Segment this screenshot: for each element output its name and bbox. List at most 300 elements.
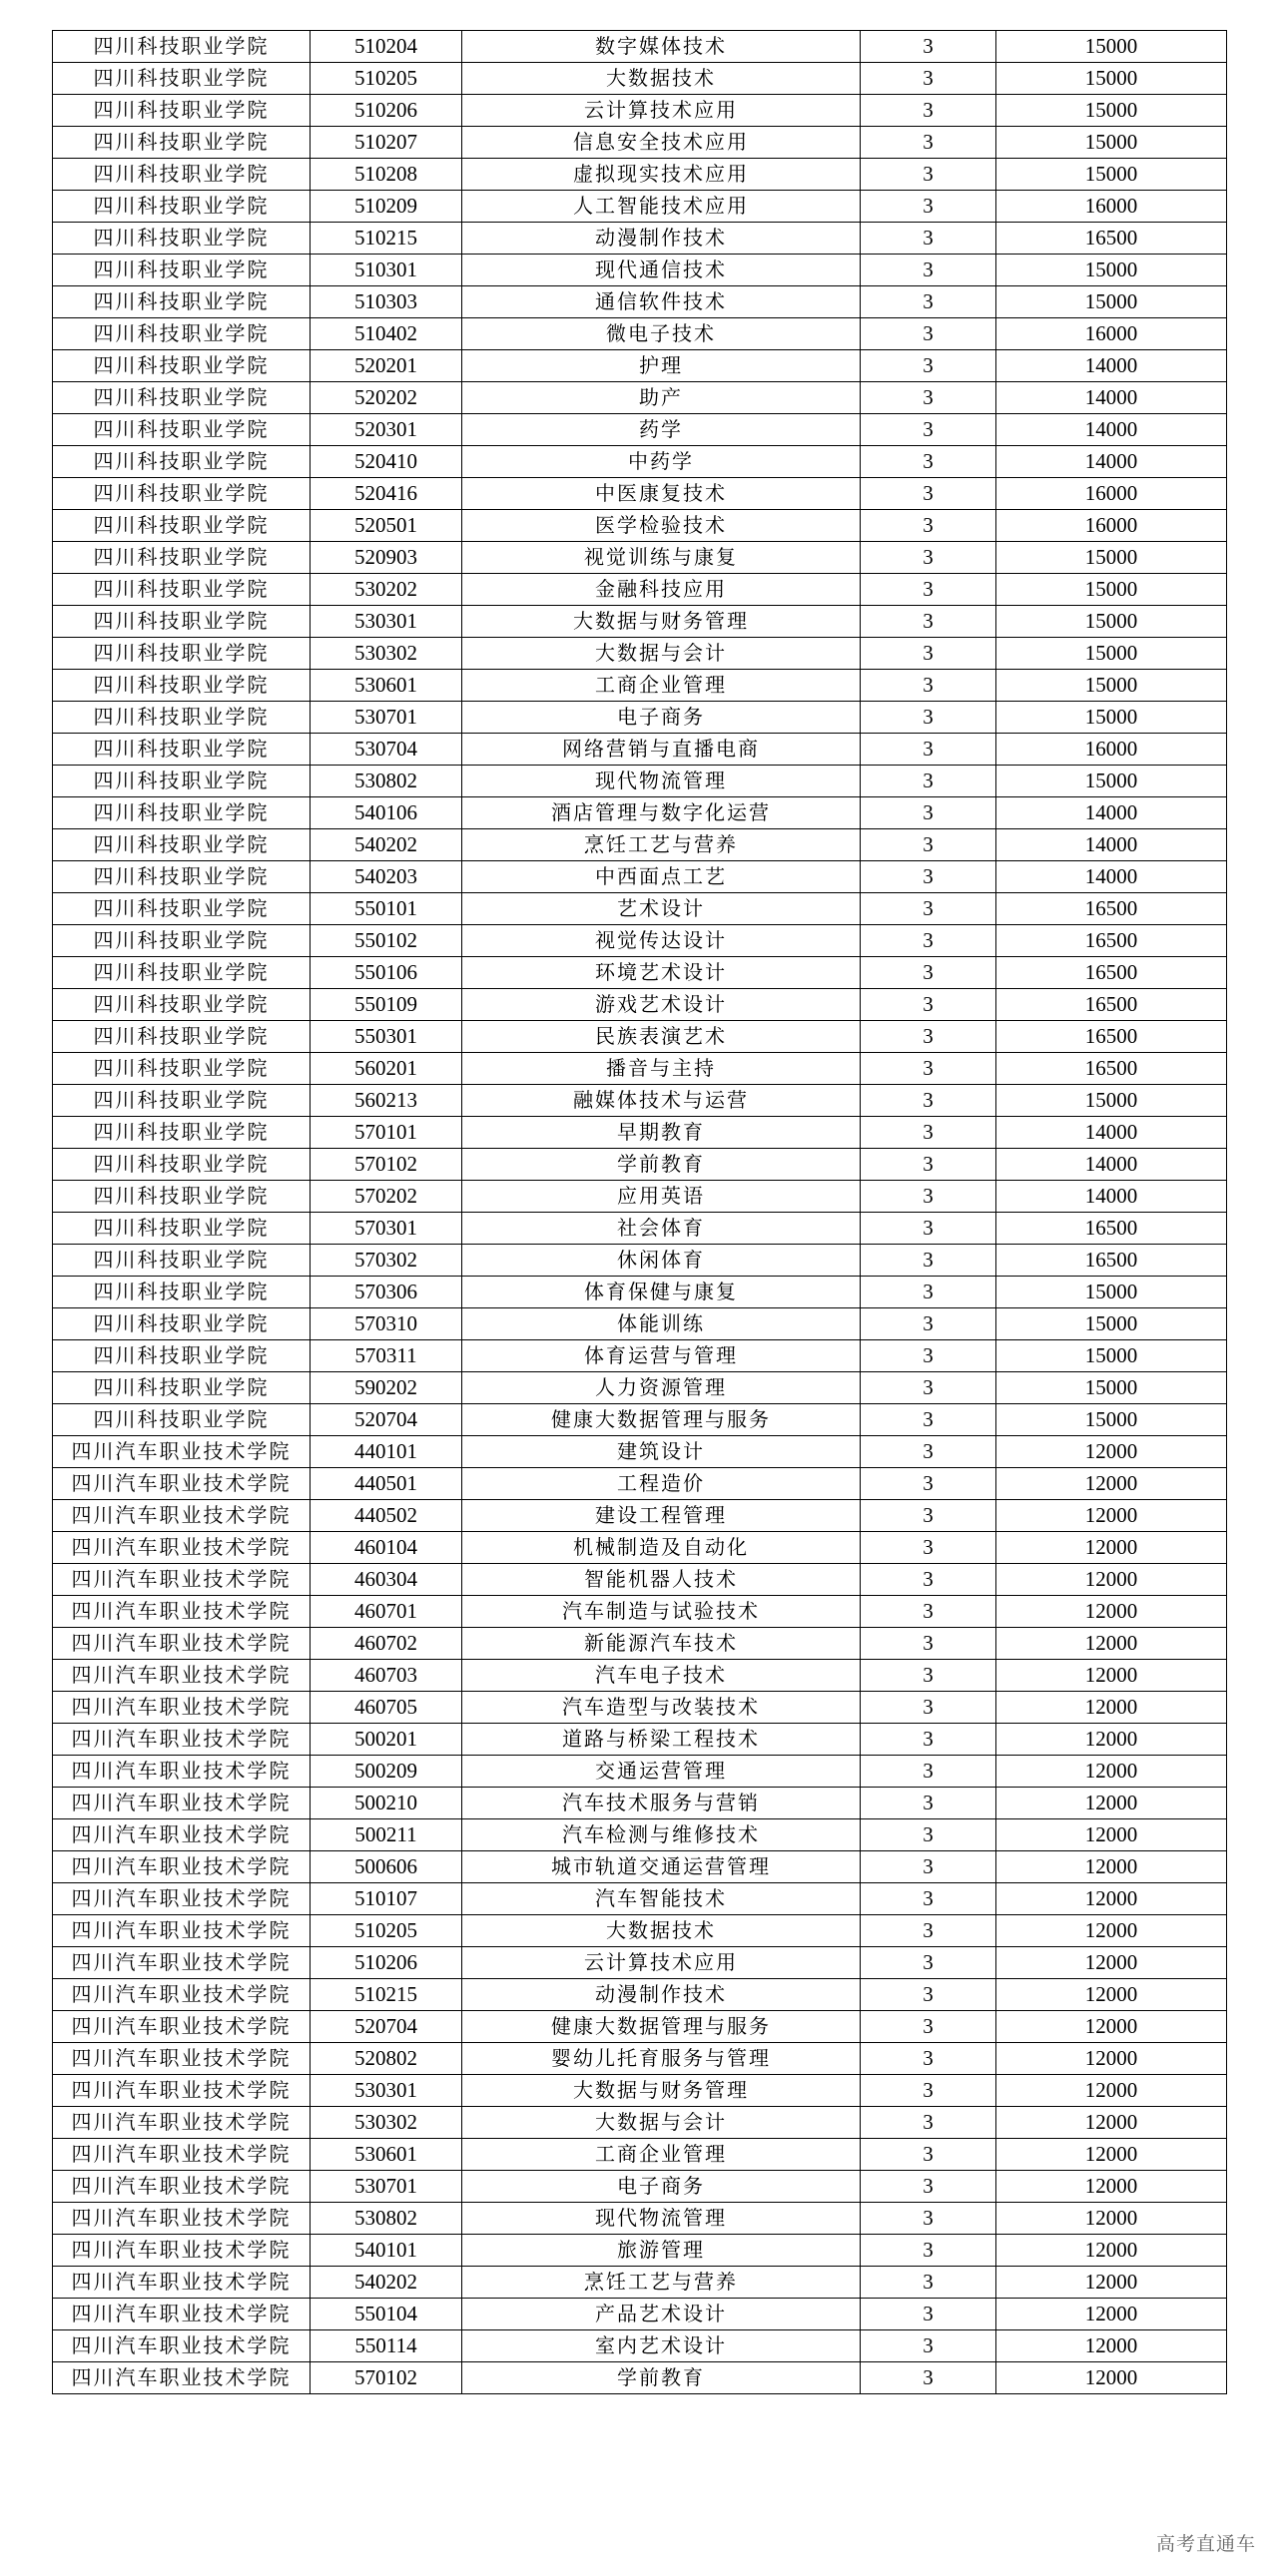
major-code-cell: 520301 — [311, 414, 462, 446]
duration-cell: 3 — [861, 2075, 996, 2107]
duration-cell: 3 — [861, 382, 996, 414]
tuition-fee-cell: 15000 — [996, 127, 1227, 159]
duration-cell: 3 — [861, 925, 996, 957]
major-code-cell: 590202 — [311, 1372, 462, 1404]
tuition-fee-cell: 14000 — [996, 446, 1227, 478]
duration-cell: 3 — [861, 255, 996, 286]
table-row — [53, 1340, 1227, 1372]
table-row — [53, 1245, 1227, 1277]
major-name-cell: 室内艺术设计 — [462, 2330, 861, 2362]
tuition-fee-cell: 15000 — [996, 1085, 1227, 1117]
major-name-cell: 汽车电子技术 — [462, 1660, 861, 1692]
major-name-cell: 汽车制造与试验技术 — [462, 1596, 861, 1628]
school-name-cell: 四川科技职业学院 — [53, 446, 311, 478]
school-name-cell: 四川汽车职业技术学院 — [53, 2139, 311, 2171]
major-name-cell: 通信软件技术 — [462, 286, 861, 318]
school-name-cell: 四川汽车职业技术学院 — [53, 1724, 311, 1756]
table-row — [53, 1404, 1227, 1436]
tuition-fee-cell: 15000 — [996, 766, 1227, 797]
duration-cell: 3 — [861, 95, 996, 127]
school-name-cell: 四川科技职业学院 — [53, 1085, 311, 1117]
tuition-fee-cell: 14000 — [996, 414, 1227, 446]
tuition-fee-cell: 16500 — [996, 1213, 1227, 1245]
major-name-cell: 婴幼儿托育服务与管理 — [462, 2043, 861, 2075]
school-name-cell: 四川汽车职业技术学院 — [53, 2362, 311, 2394]
major-code-cell: 560213 — [311, 1085, 462, 1117]
duration-cell: 3 — [861, 478, 996, 510]
major-code-cell: 500210 — [311, 1788, 462, 1819]
school-name-cell: 四川科技职业学院 — [53, 734, 311, 766]
school-name-cell: 四川科技职业学院 — [53, 893, 311, 925]
tuition-fee-cell: 12000 — [996, 1788, 1227, 1819]
major-name-cell: 现代物流管理 — [462, 766, 861, 797]
school-name-cell: 四川科技职业学院 — [53, 510, 311, 542]
major-name-cell: 中药学 — [462, 446, 861, 478]
table-row — [53, 2235, 1227, 2267]
major-code-cell: 570102 — [311, 1149, 462, 1181]
duration-cell: 3 — [861, 670, 996, 702]
duration-cell: 3 — [861, 1660, 996, 1692]
table-row — [53, 95, 1227, 127]
major-code-cell: 550106 — [311, 957, 462, 989]
major-code-cell: 510205 — [311, 63, 462, 95]
tuition-fee-cell: 12000 — [996, 1468, 1227, 1500]
major-code-cell: 550101 — [311, 893, 462, 925]
table-row — [53, 1692, 1227, 1724]
school-name-cell: 四川汽车职业技术学院 — [53, 1979, 311, 2011]
school-name-cell: 四川汽车职业技术学院 — [53, 1756, 311, 1788]
major-name-cell: 信息安全技术应用 — [462, 127, 861, 159]
major-code-cell: 550114 — [311, 2330, 462, 2362]
duration-cell: 3 — [861, 989, 996, 1021]
tuition-fee-cell: 15000 — [996, 1308, 1227, 1340]
school-name-cell: 四川汽车职业技术学院 — [53, 1500, 311, 1532]
major-name-cell: 机械制造及自动化 — [462, 1532, 861, 1564]
school-name-cell: 四川科技职业学院 — [53, 350, 311, 382]
duration-cell: 3 — [861, 1532, 996, 1564]
major-name-cell: 大数据与财务管理 — [462, 2075, 861, 2107]
school-name-cell: 四川科技职业学院 — [53, 1245, 311, 1277]
table-row — [53, 2171, 1227, 2203]
duration-cell: 3 — [861, 1468, 996, 1500]
school-name-cell: 四川汽车职业技术学院 — [53, 1660, 311, 1692]
major-code-cell: 510402 — [311, 318, 462, 350]
tuition-fee-cell: 12000 — [996, 2171, 1227, 2203]
major-name-cell: 游戏艺术设计 — [462, 989, 861, 1021]
tuition-fee-cell: 14000 — [996, 1117, 1227, 1149]
major-name-cell: 汽车技术服务与营销 — [462, 1788, 861, 1819]
table-row — [53, 797, 1227, 829]
major-code-cell: 510107 — [311, 1883, 462, 1915]
duration-cell: 3 — [861, 1851, 996, 1883]
school-name-cell: 四川汽车职业技术学院 — [53, 2107, 311, 2139]
major-code-cell: 540202 — [311, 829, 462, 861]
major-code-cell: 510209 — [311, 191, 462, 223]
tuition-fee-cell: 14000 — [996, 1149, 1227, 1181]
school-name-cell: 四川科技职业学院 — [53, 1277, 311, 1308]
duration-cell: 3 — [861, 606, 996, 638]
duration-cell: 3 — [861, 1596, 996, 1628]
major-code-cell: 530302 — [311, 638, 462, 670]
school-name-cell: 四川汽车职业技术学院 — [53, 1436, 311, 1468]
table-row — [53, 925, 1227, 957]
duration-cell: 3 — [861, 638, 996, 670]
tuition-fee-cell: 12000 — [996, 1532, 1227, 1564]
school-name-cell: 四川汽车职业技术学院 — [53, 2330, 311, 2362]
duration-cell: 3 — [861, 1340, 996, 1372]
school-name-cell: 四川汽车职业技术学院 — [53, 1819, 311, 1851]
table-row — [53, 1149, 1227, 1181]
table-row — [53, 702, 1227, 734]
major-code-cell: 520202 — [311, 382, 462, 414]
table-row — [53, 606, 1227, 638]
major-name-cell: 现代物流管理 — [462, 2203, 861, 2235]
duration-cell: 3 — [861, 2267, 996, 2299]
table-row — [53, 1788, 1227, 1819]
school-name-cell: 四川科技职业学院 — [53, 127, 311, 159]
duration-cell: 3 — [861, 829, 996, 861]
major-code-cell: 500211 — [311, 1819, 462, 1851]
duration-cell: 3 — [861, 1692, 996, 1724]
major-code-cell: 520410 — [311, 446, 462, 478]
major-code-cell: 520201 — [311, 350, 462, 382]
major-code-cell: 560201 — [311, 1053, 462, 1085]
table-row — [53, 1851, 1227, 1883]
duration-cell: 3 — [861, 318, 996, 350]
school-name-cell: 四川汽车职业技术学院 — [53, 1564, 311, 1596]
school-name-cell: 四川汽车职业技术学院 — [53, 1468, 311, 1500]
table-row — [53, 1500, 1227, 1532]
tuition-fee-cell: 15000 — [996, 1404, 1227, 1436]
major-name-cell: 学前教育 — [462, 2362, 861, 2394]
school-name-cell: 四川汽车职业技术学院 — [53, 1692, 311, 1724]
school-name-cell: 四川汽车职业技术学院 — [53, 2075, 311, 2107]
tuition-fee-cell: 14000 — [996, 829, 1227, 861]
table-row — [53, 446, 1227, 478]
major-code-cell: 500209 — [311, 1756, 462, 1788]
school-name-cell: 四川科技职业学院 — [53, 223, 311, 255]
major-name-cell: 产品艺术设计 — [462, 2299, 861, 2330]
tuition-fee-cell: 12000 — [996, 2330, 1227, 2362]
major-name-cell: 动漫制作技术 — [462, 223, 861, 255]
table-row — [53, 2203, 1227, 2235]
duration-cell: 3 — [861, 2011, 996, 2043]
tuition-fee-cell: 16500 — [996, 989, 1227, 1021]
school-name-cell: 四川科技职业学院 — [53, 1404, 311, 1436]
major-code-cell: 530301 — [311, 2075, 462, 2107]
tuition-fee-cell: 14000 — [996, 350, 1227, 382]
duration-cell: 3 — [861, 31, 996, 63]
tuition-fee-cell: 12000 — [996, 1628, 1227, 1660]
major-code-cell: 520704 — [311, 2011, 462, 2043]
major-code-cell: 570202 — [311, 1181, 462, 1213]
major-code-cell: 510206 — [311, 95, 462, 127]
tuition-fee-cell: 12000 — [996, 1436, 1227, 1468]
tuition-fee-cell: 16500 — [996, 957, 1227, 989]
tuition-fee-cell: 14000 — [996, 797, 1227, 829]
major-code-cell: 460703 — [311, 1660, 462, 1692]
major-code-cell: 570301 — [311, 1213, 462, 1245]
duration-cell: 3 — [861, 127, 996, 159]
major-name-cell: 新能源汽车技术 — [462, 1628, 861, 1660]
school-name-cell: 四川汽车职业技术学院 — [53, 1788, 311, 1819]
duration-cell: 3 — [861, 2203, 996, 2235]
major-code-cell: 530601 — [311, 2139, 462, 2171]
school-name-cell: 四川科技职业学院 — [53, 1372, 311, 1404]
table-row — [53, 1660, 1227, 1692]
tuition-fee-cell: 15000 — [996, 255, 1227, 286]
table-row — [53, 734, 1227, 766]
duration-cell: 3 — [861, 861, 996, 893]
major-name-cell: 中西面点工艺 — [462, 861, 861, 893]
table-row — [53, 1213, 1227, 1245]
major-name-cell: 汽车造型与改装技术 — [462, 1692, 861, 1724]
table-row — [53, 861, 1227, 893]
major-code-cell: 540202 — [311, 2267, 462, 2299]
duration-cell: 3 — [861, 1756, 996, 1788]
duration-cell: 3 — [861, 766, 996, 797]
school-name-cell: 四川汽车职业技术学院 — [53, 1851, 311, 1883]
table-row — [53, 510, 1227, 542]
school-name-cell: 四川科技职业学院 — [53, 638, 311, 670]
duration-cell: 3 — [861, 734, 996, 766]
major-name-cell: 健康大数据管理与服务 — [462, 2011, 861, 2043]
duration-cell: 3 — [861, 286, 996, 318]
major-code-cell: 530302 — [311, 2107, 462, 2139]
school-name-cell: 四川汽车职业技术学院 — [53, 2267, 311, 2299]
table-row — [53, 382, 1227, 414]
major-name-cell: 虚拟现实技术应用 — [462, 159, 861, 191]
tuition-fee-cell: 12000 — [996, 2075, 1227, 2107]
tuition-fee-cell: 12000 — [996, 2362, 1227, 2394]
major-name-cell: 大数据与会计 — [462, 638, 861, 670]
major-code-cell: 520501 — [311, 510, 462, 542]
major-name-cell: 智能机器人技术 — [462, 1564, 861, 1596]
duration-cell: 3 — [861, 2043, 996, 2075]
tuition-fee-cell: 15000 — [996, 63, 1227, 95]
major-code-cell: 460702 — [311, 1628, 462, 1660]
tuition-fee-cell: 12000 — [996, 1660, 1227, 1692]
school-name-cell: 四川科技职业学院 — [53, 861, 311, 893]
major-name-cell: 早期教育 — [462, 1117, 861, 1149]
table-row — [53, 255, 1227, 286]
table-row — [53, 1628, 1227, 1660]
duration-cell: 3 — [861, 1436, 996, 1468]
school-name-cell: 四川汽车职业技术学院 — [53, 1628, 311, 1660]
major-name-cell: 护理 — [462, 350, 861, 382]
school-name-cell: 四川汽车职业技术学院 — [53, 2235, 311, 2267]
school-name-cell: 四川科技职业学院 — [53, 382, 311, 414]
tuition-fee-table — [52, 30, 1227, 2394]
duration-cell: 3 — [861, 63, 996, 95]
duration-cell: 3 — [861, 1277, 996, 1308]
major-name-cell: 视觉传达设计 — [462, 925, 861, 957]
duration-cell: 3 — [861, 191, 996, 223]
duration-cell: 3 — [861, 1724, 996, 1756]
major-name-cell: 建设工程管理 — [462, 1500, 861, 1532]
major-code-cell: 520416 — [311, 478, 462, 510]
table-row — [53, 1085, 1227, 1117]
duration-cell: 3 — [861, 1213, 996, 1245]
table-row — [53, 1117, 1227, 1149]
major-name-cell: 学前教育 — [462, 1149, 861, 1181]
major-code-cell: 460705 — [311, 1692, 462, 1724]
duration-cell: 3 — [861, 223, 996, 255]
tuition-fee-cell: 12000 — [996, 2139, 1227, 2171]
major-name-cell: 体能训练 — [462, 1308, 861, 1340]
major-code-cell: 440501 — [311, 1468, 462, 1500]
table-row — [53, 31, 1227, 63]
table-row — [53, 1883, 1227, 1915]
duration-cell: 3 — [861, 797, 996, 829]
major-name-cell: 大数据技术 — [462, 1915, 861, 1947]
table-row — [53, 574, 1227, 606]
duration-cell: 3 — [861, 574, 996, 606]
duration-cell: 3 — [861, 2171, 996, 2203]
major-code-cell: 530301 — [311, 606, 462, 638]
table-row — [53, 2267, 1227, 2299]
table-row — [53, 2043, 1227, 2075]
major-name-cell: 现代通信技术 — [462, 255, 861, 286]
tuition-fee-cell: 12000 — [996, 1883, 1227, 1915]
major-code-cell: 530802 — [311, 766, 462, 797]
major-name-cell: 健康大数据管理与服务 — [462, 1404, 861, 1436]
table-row — [53, 638, 1227, 670]
major-code-cell: 550109 — [311, 989, 462, 1021]
major-code-cell: 540106 — [311, 797, 462, 829]
duration-cell: 3 — [861, 1500, 996, 1532]
table-row — [53, 1436, 1227, 1468]
school-name-cell: 四川科技职业学院 — [53, 989, 311, 1021]
tuition-fee-cell: 12000 — [996, 1915, 1227, 1947]
school-name-cell: 四川科技职业学院 — [53, 191, 311, 223]
duration-cell: 3 — [861, 957, 996, 989]
major-name-cell: 交通运营管理 — [462, 1756, 861, 1788]
major-name-cell: 人工智能技术应用 — [462, 191, 861, 223]
school-name-cell: 四川科技职业学院 — [53, 1308, 311, 1340]
major-code-cell: 460104 — [311, 1532, 462, 1564]
school-name-cell: 四川科技职业学院 — [53, 1149, 311, 1181]
table-row — [53, 2330, 1227, 2362]
table-row — [53, 286, 1227, 318]
major-name-cell: 汽车检测与维修技术 — [462, 1819, 861, 1851]
tuition-fee-cell: 12000 — [996, 2011, 1227, 2043]
table-row — [53, 1053, 1227, 1085]
duration-cell: 3 — [861, 350, 996, 382]
major-name-cell: 体育运营与管理 — [462, 1340, 861, 1372]
tuition-fee-cell: 16000 — [996, 478, 1227, 510]
tuition-fee-cell: 12000 — [996, 2203, 1227, 2235]
school-name-cell: 四川科技职业学院 — [53, 95, 311, 127]
tuition-fee-cell: 14000 — [996, 1181, 1227, 1213]
school-name-cell: 四川科技职业学院 — [53, 1213, 311, 1245]
tuition-fee-table-body — [53, 31, 1227, 2394]
table-row — [53, 1947, 1227, 1979]
major-code-cell: 570302 — [311, 1245, 462, 1277]
major-code-cell: 550102 — [311, 925, 462, 957]
tuition-fee-cell: 16500 — [996, 1053, 1227, 1085]
table-row — [53, 2299, 1227, 2330]
major-code-cell: 540203 — [311, 861, 462, 893]
school-name-cell: 四川科技职业学院 — [53, 1053, 311, 1085]
school-name-cell: 四川汽车职业技术学院 — [53, 1596, 311, 1628]
school-name-cell: 四川汽车职业技术学院 — [53, 1883, 311, 1915]
school-name-cell: 四川科技职业学院 — [53, 574, 311, 606]
table-row — [53, 1979, 1227, 2011]
major-code-cell: 540101 — [311, 2235, 462, 2267]
table-row — [53, 2075, 1227, 2107]
table-row — [53, 1756, 1227, 1788]
tuition-fee-cell: 16500 — [996, 925, 1227, 957]
tuition-fee-cell: 16500 — [996, 223, 1227, 255]
major-code-cell: 520802 — [311, 2043, 462, 2075]
duration-cell: 3 — [861, 542, 996, 574]
tuition-fee-cell: 12000 — [996, 1596, 1227, 1628]
duration-cell: 3 — [861, 1404, 996, 1436]
tuition-fee-cell: 12000 — [996, 2299, 1227, 2330]
major-code-cell: 570306 — [311, 1277, 462, 1308]
major-name-cell: 电子商务 — [462, 2171, 861, 2203]
school-name-cell: 四川科技职业学院 — [53, 1181, 311, 1213]
school-name-cell: 四川科技职业学院 — [53, 286, 311, 318]
tuition-fee-cell: 12000 — [996, 2235, 1227, 2267]
major-code-cell: 510206 — [311, 1947, 462, 1979]
tuition-fee-cell: 15000 — [996, 95, 1227, 127]
major-code-cell: 500201 — [311, 1724, 462, 1756]
duration-cell: 3 — [861, 1085, 996, 1117]
table-row — [53, 2107, 1227, 2139]
tuition-fee-cell: 15000 — [996, 638, 1227, 670]
tuition-fee-cell: 12000 — [996, 1756, 1227, 1788]
major-name-cell: 应用英语 — [462, 1181, 861, 1213]
table-row — [53, 2362, 1227, 2394]
tuition-fee-cell: 16000 — [996, 318, 1227, 350]
major-name-cell: 人力资源管理 — [462, 1372, 861, 1404]
table-row — [53, 1564, 1227, 1596]
major-code-cell: 510207 — [311, 127, 462, 159]
school-name-cell: 四川科技职业学院 — [53, 31, 311, 63]
table-row — [53, 414, 1227, 446]
table-row — [53, 989, 1227, 1021]
tuition-fee-cell: 15000 — [996, 159, 1227, 191]
tuition-fee-cell: 15000 — [996, 31, 1227, 63]
major-code-cell: 460304 — [311, 1564, 462, 1596]
school-name-cell: 四川科技职业学院 — [53, 1117, 311, 1149]
table-row — [53, 829, 1227, 861]
duration-cell: 3 — [861, 1149, 996, 1181]
table-row — [53, 350, 1227, 382]
duration-cell: 3 — [861, 1628, 996, 1660]
tuition-fee-cell: 15000 — [996, 606, 1227, 638]
major-code-cell: 530202 — [311, 574, 462, 606]
duration-cell: 3 — [861, 1053, 996, 1085]
tuition-fee-cell: 16000 — [996, 734, 1227, 766]
table-row — [53, 1372, 1227, 1404]
school-name-cell: 四川科技职业学院 — [53, 829, 311, 861]
major-code-cell: 510215 — [311, 1979, 462, 2011]
major-name-cell: 中医康复技术 — [462, 478, 861, 510]
table-row — [53, 1181, 1227, 1213]
duration-cell: 3 — [861, 1564, 996, 1596]
major-name-cell: 网络营销与直播电商 — [462, 734, 861, 766]
major-name-cell: 工商企业管理 — [462, 670, 861, 702]
duration-cell: 3 — [861, 2139, 996, 2171]
duration-cell: 3 — [861, 1947, 996, 1979]
school-name-cell: 四川科技职业学院 — [53, 670, 311, 702]
major-name-cell: 体育保健与康复 — [462, 1277, 861, 1308]
school-name-cell: 四川科技职业学院 — [53, 159, 311, 191]
tuition-fee-cell: 15000 — [996, 1372, 1227, 1404]
